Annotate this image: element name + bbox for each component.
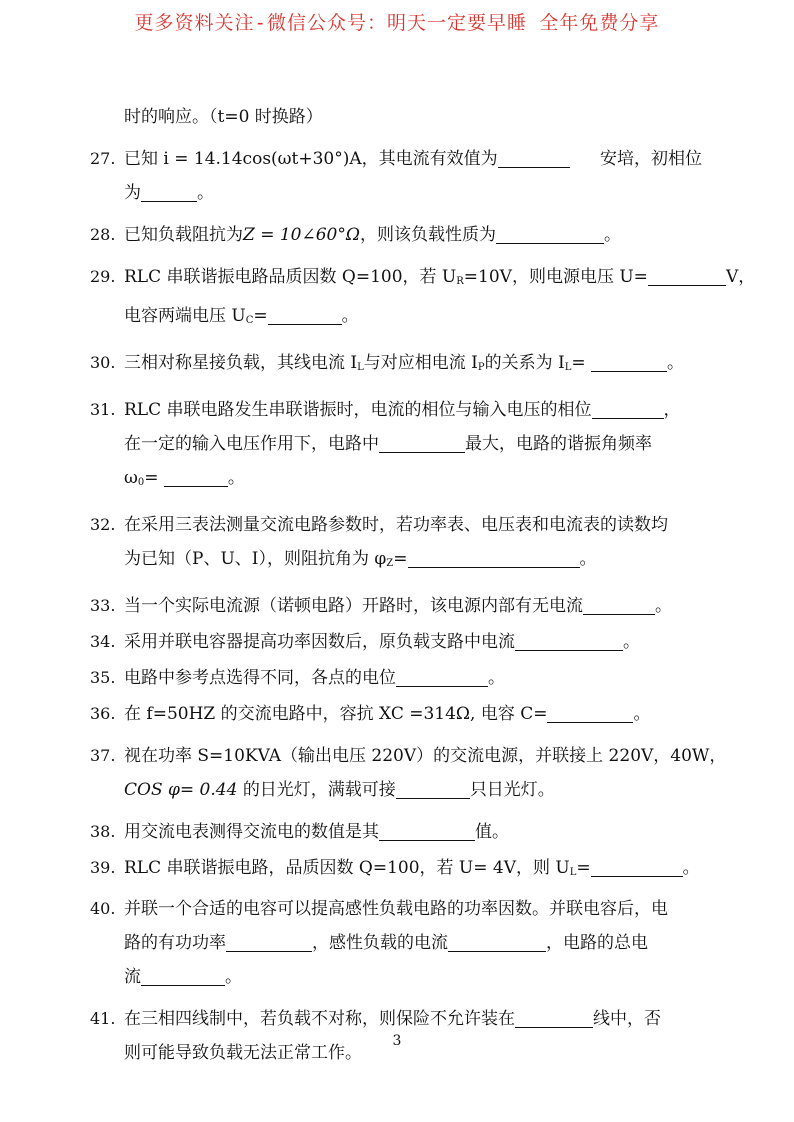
- answer-blank[interactable]: [515, 630, 623, 651]
- question-number: 35.: [90, 668, 116, 687]
- question-number: 31.: [90, 400, 116, 419]
- answer-blank[interactable]: [547, 702, 633, 723]
- question-number: 37.: [90, 746, 116, 765]
- question-line: [124, 508, 702, 542]
- question-29: [90, 260, 756, 338]
- question-line: [124, 142, 702, 176]
- question-40: [90, 892, 702, 994]
- question-number: 27.: [90, 149, 116, 168]
- page-number: 3: [392, 1033, 402, 1049]
- question-33: [90, 589, 702, 623]
- question-number: 28.: [90, 225, 116, 244]
- question-28: [90, 218, 702, 252]
- subscript: L: [564, 362, 572, 373]
- question-text: 。: [488, 668, 505, 688]
- question-line: [124, 393, 702, 427]
- answer-blank[interactable]: [498, 147, 570, 168]
- question-line: [124, 815, 702, 849]
- question-text: 只日光灯。: [469, 780, 555, 800]
- question-text: 。: [227, 468, 245, 488]
- question-text: ，则该负载性质为: [359, 225, 496, 245]
- question-text: 当一个实际电流源（诺顿电路）开路时，该电源内部有无电流: [124, 596, 583, 616]
- question-line: [124, 427, 702, 461]
- answer-blank[interactable]: [583, 594, 655, 615]
- question-text: 已知 i = 14.14cos(ωt+30°)A，其电流有效值为: [124, 149, 498, 169]
- question-text: 并联一个合适的电容可以提高感性负载电路的功率因数。并联电容后，电: [124, 899, 668, 919]
- question-text: 线中，否: [593, 1009, 661, 1029]
- question-text: 。: [682, 858, 700, 878]
- question-text: ，感性负载的电流: [312, 933, 448, 953]
- question-line: [124, 773, 726, 807]
- question-line: [124, 960, 702, 994]
- answer-blank[interactable]: [379, 820, 475, 841]
- answer-blank[interactable]: [396, 666, 488, 687]
- question-line: [124, 589, 702, 623]
- promo-banner: 更多资料关注-微信公众号：明天一定要早睡 全年免费分享: [134, 12, 660, 34]
- answer-blank[interactable]: [396, 778, 470, 799]
- question-text: 。: [667, 353, 685, 373]
- subscript: R: [456, 276, 464, 287]
- question-line: [124, 176, 702, 210]
- question-line: [124, 661, 702, 695]
- subscript: L: [357, 362, 364, 373]
- question-text: ω: [124, 468, 138, 488]
- question-text: 值。: [475, 822, 509, 842]
- question-line: [124, 625, 702, 659]
- question-text: 。: [655, 596, 672, 616]
- question-number: 41.: [90, 1009, 116, 1028]
- answer-blank[interactable]: [379, 432, 465, 453]
- question-line: [124, 892, 702, 926]
- question-36: [90, 697, 702, 731]
- question-number: 40.: [90, 899, 116, 918]
- subscript: Z: [386, 558, 394, 569]
- question-text: 。: [225, 967, 242, 987]
- question-text: 的关系为 I: [484, 353, 565, 373]
- question-text: 视在功率 S=10KVA（输出电压 220V）的交流电源，并联接上 220V，40W，: [124, 746, 727, 766]
- subscript: 0: [137, 477, 145, 488]
- question-number: 34.: [90, 632, 116, 651]
- power-factor-formula: COS φ= 0.44: [124, 780, 238, 800]
- question-text: =: [571, 353, 586, 373]
- question-text: V，: [725, 267, 756, 287]
- answer-blank[interactable]: [141, 965, 225, 986]
- question-line: [124, 260, 755, 299]
- question-number: 33.: [90, 596, 116, 615]
- answer-blank[interactable]: [496, 223, 604, 244]
- question-39: [90, 851, 702, 890]
- answer-blank[interactable]: [648, 265, 726, 286]
- subscript: P: [477, 362, 485, 373]
- question-line: [124, 1002, 702, 1036]
- question-30: [90, 346, 702, 385]
- question-text: 用交流电表测得交流电的数值是其: [124, 822, 379, 842]
- answer-blank[interactable]: [164, 466, 228, 487]
- question-text: 为已知（P、U、I），则阻抗角为 φ: [124, 549, 387, 569]
- question-number: 36.: [90, 704, 116, 723]
- question-text: 。: [197, 183, 214, 203]
- question-text: RLC 串联谐振电路，品质因数 Q=100，若 U= 4V，则 U: [124, 858, 570, 878]
- question-number: 39.: [90, 858, 116, 877]
- question-34: [90, 625, 702, 659]
- answer-blank[interactable]: [408, 547, 580, 568]
- question-27: [90, 142, 702, 210]
- question-number: 38.: [90, 822, 116, 841]
- answer-blank[interactable]: [448, 931, 546, 952]
- question-text: 最大，电路的谐振角频率: [465, 434, 652, 454]
- question-line: [124, 346, 702, 385]
- question-number: 30.: [90, 353, 116, 372]
- question-text: 三相对称星接负载，其线电流 I: [124, 353, 358, 373]
- question-text: 流: [124, 967, 141, 987]
- answer-blank[interactable]: [226, 931, 312, 952]
- question-text: 。: [579, 549, 597, 569]
- question-text: 的日光灯，满载可接: [242, 780, 396, 800]
- answer-blank[interactable]: [591, 351, 667, 372]
- question-number: 29.: [90, 267, 116, 286]
- question-text: =: [393, 549, 408, 569]
- question-text: 电路中参考点选得不同，各点的电位: [124, 668, 396, 688]
- question-text: 采用并联电容器提高功率因数后，原负载支路中电流: [124, 632, 515, 652]
- question-line: [124, 739, 726, 773]
- question-text: 电容两端电压 U: [124, 306, 246, 326]
- question-text: ，: [663, 400, 681, 420]
- question-text: =10V，则电源电压 U=: [463, 267, 648, 287]
- impedance-formula: Z = 10∠60°Ω: [243, 225, 360, 245]
- question-text: 已知负载阻抗为: [124, 225, 243, 245]
- question-text: RLC 串联谐振电路品质因数 Q=100，若 U: [124, 267, 457, 287]
- question-line: [124, 697, 702, 731]
- answer-blank[interactable]: [592, 398, 664, 419]
- question-text: 在 f=50HZ 的交流电路中，容抗 XC =314Ω, 电容 C=: [124, 704, 548, 724]
- question-line: [124, 299, 755, 338]
- question-line: [124, 851, 702, 890]
- question-text: 。: [341, 306, 359, 326]
- question-text: 在三相四线制中，若负载不对称，则保险不允许装在: [124, 1009, 515, 1029]
- answer-blank[interactable]: [591, 856, 683, 877]
- question-line: [124, 461, 702, 500]
- question-text: 。: [603, 225, 621, 245]
- question-text: 与对应相电流 I: [363, 353, 478, 373]
- question-37: [90, 739, 727, 807]
- answer-blank[interactable]: [141, 181, 197, 202]
- continuation-text: 时的响应。（t=0 时换路）: [124, 107, 323, 127]
- question-text: 路的有功功率: [124, 933, 226, 953]
- question-text: =: [253, 306, 268, 326]
- question-number: 32.: [90, 515, 116, 534]
- question-text: =: [576, 858, 591, 878]
- question-list: [90, 100, 756, 1078]
- question-31: [90, 393, 702, 500]
- question-text: ，电路的总电: [546, 933, 648, 953]
- answer-blank[interactable]: [268, 304, 342, 325]
- subscript: L: [569, 867, 577, 878]
- question-line: [124, 542, 702, 581]
- question-text: 。: [623, 632, 640, 652]
- question-line: [124, 926, 702, 960]
- question-text: 。: [633, 704, 651, 724]
- question-line: [124, 218, 702, 252]
- question-32: [90, 508, 702, 581]
- question-text: 在一定的输入电压作用下，电路中: [124, 434, 379, 454]
- question-text: 则可能导致负载无法正常工作。: [124, 1043, 362, 1063]
- answer-blank[interactable]: [515, 1007, 593, 1028]
- question-text: 为: [124, 183, 141, 203]
- question-35: [90, 661, 702, 695]
- question-text: RLC 串联电路发生串联谐振时，电流的相位与输入电压的相位: [124, 400, 592, 420]
- subscript: C: [245, 315, 254, 326]
- question-text: 在采用三表法测量交流电路参数时，若功率表、电压表和电流表的读数均: [124, 515, 668, 535]
- question-text: =: [144, 468, 159, 488]
- question-38: [90, 815, 702, 849]
- question-text: 安培，初相位: [600, 149, 702, 169]
